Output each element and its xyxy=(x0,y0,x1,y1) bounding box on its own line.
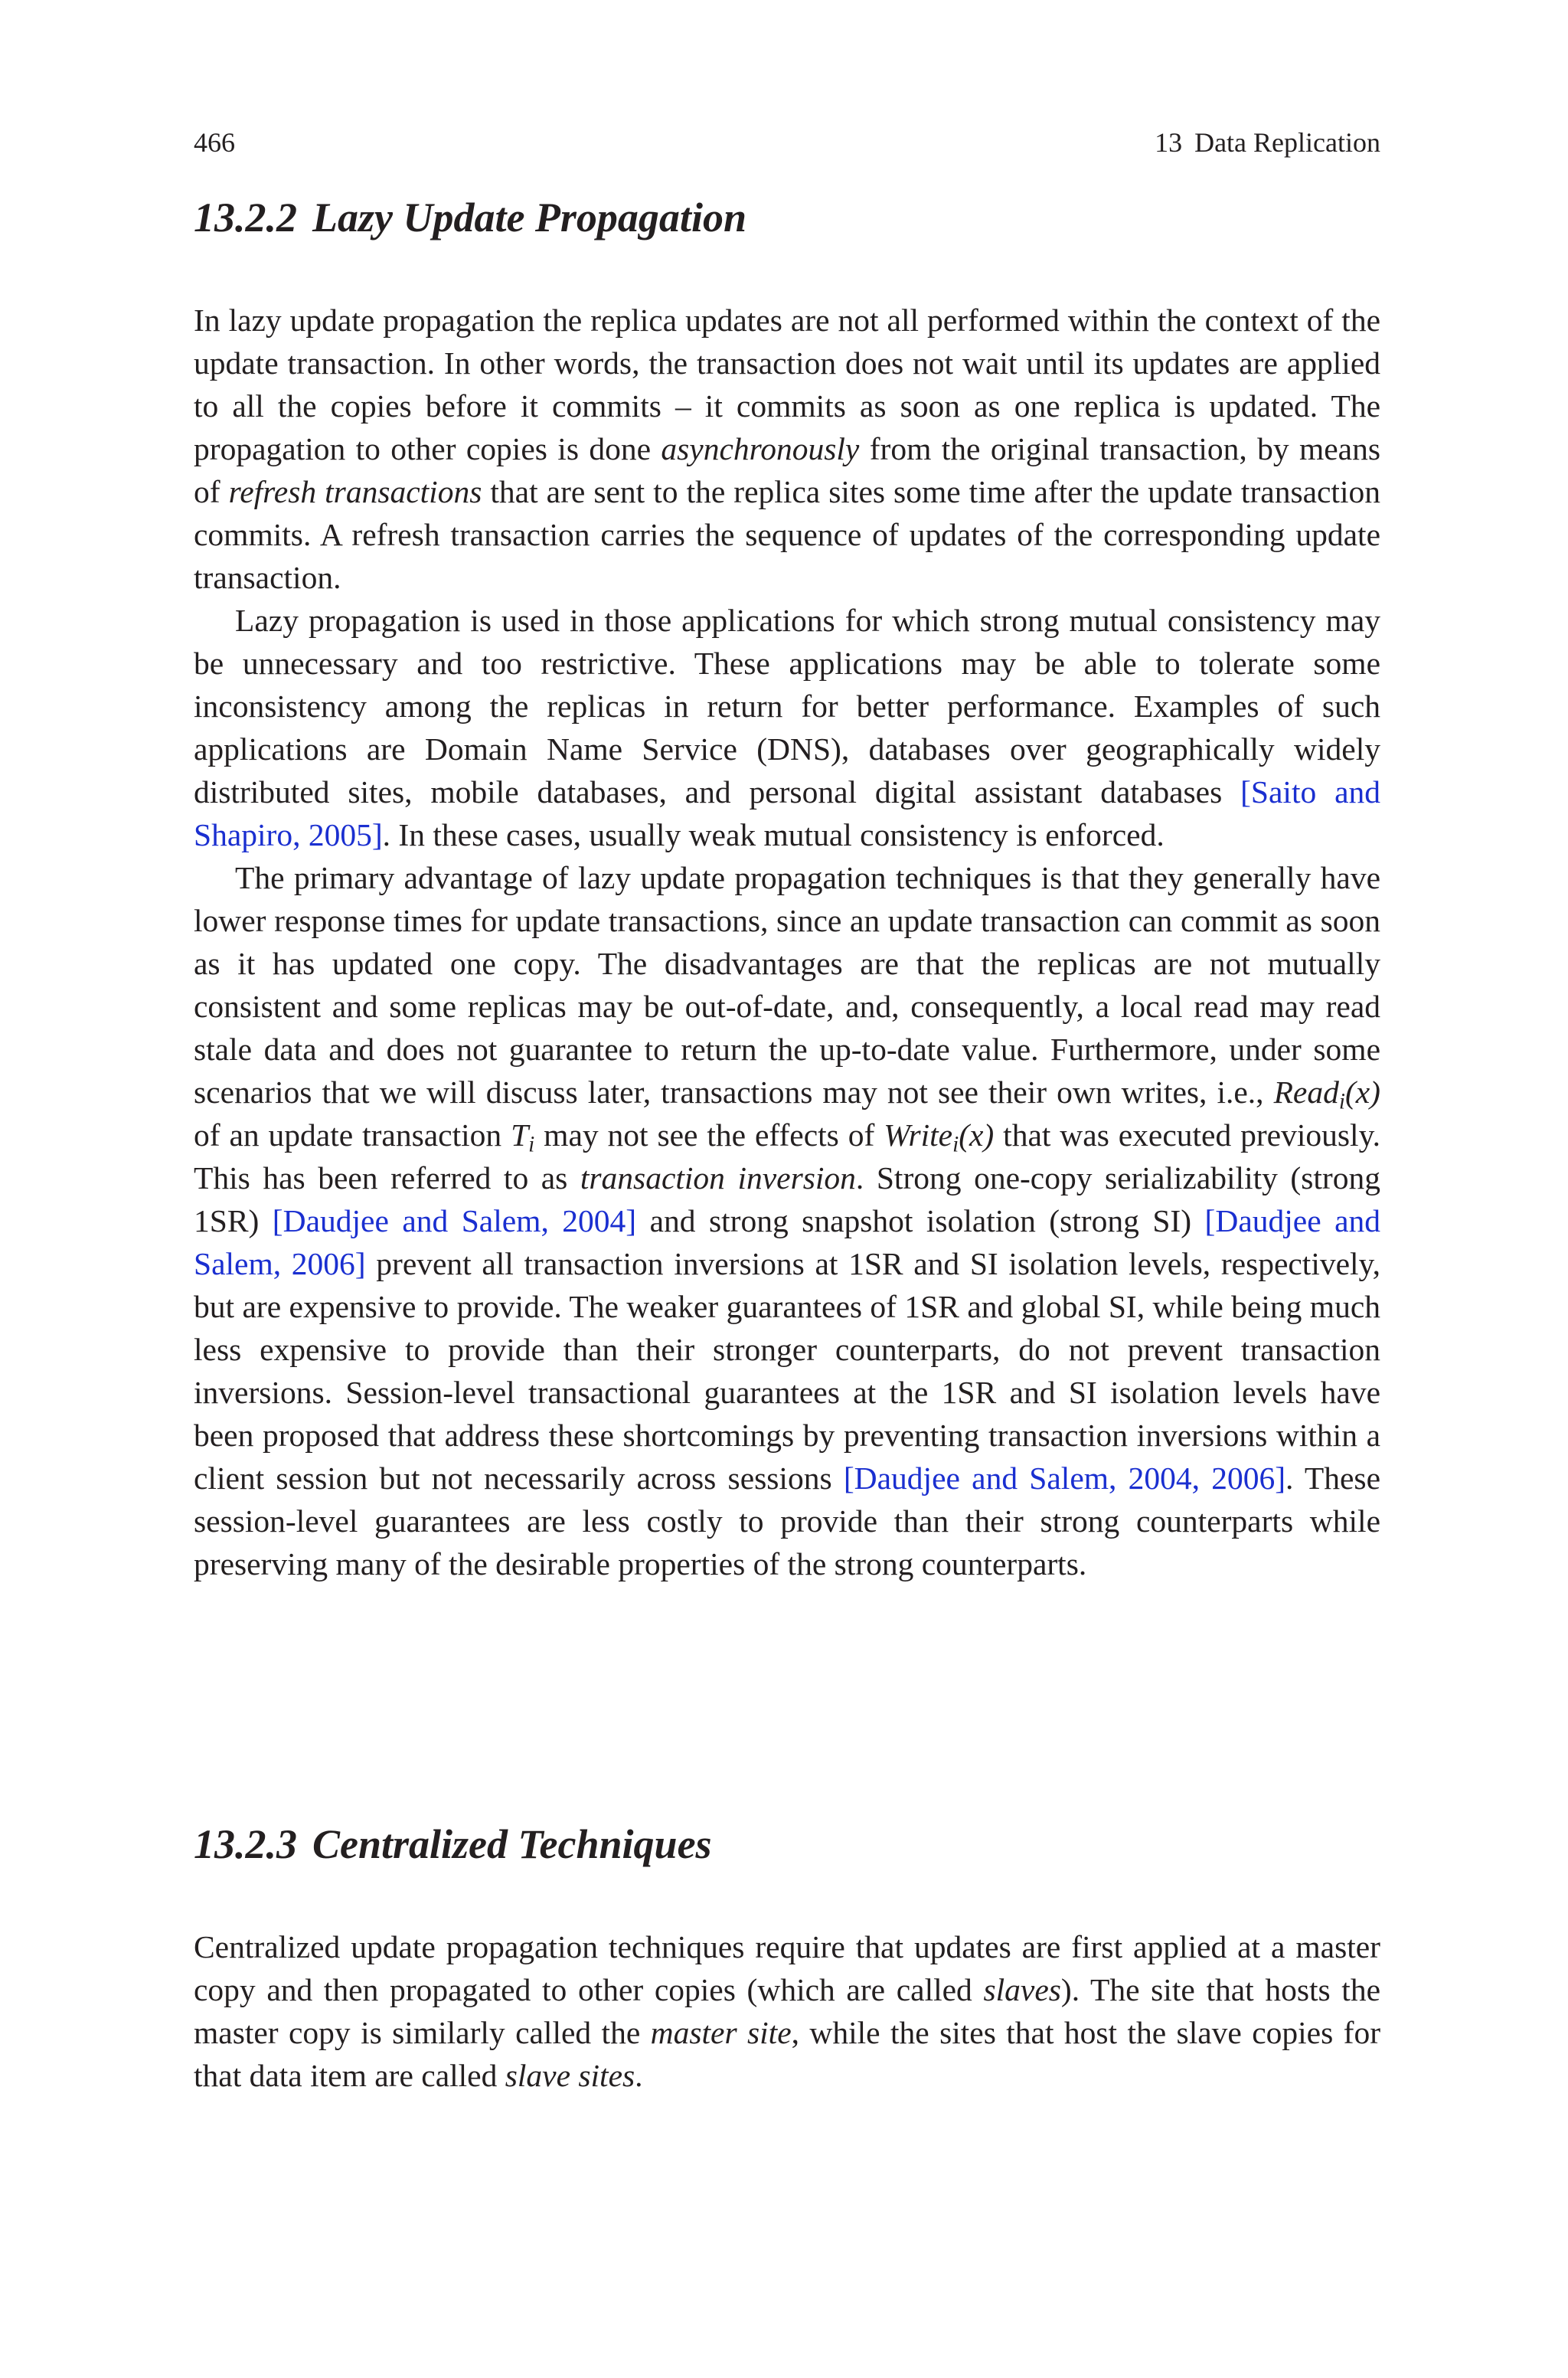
section-title: Lazy Update Propagation xyxy=(312,195,746,240)
emphasis: asynchronously xyxy=(661,431,860,466)
math-subscript: i xyxy=(528,1132,535,1157)
text: Lazy propagation is used in those applications for which strong mutual consistency may be unnecessary and too restrictive. These applications may be able to tolerate some inconsistency among the replicas in return for better performance. Examples of such applications are Domain Name Service (DNS), databases over geographically widely distributed sites, mobile databases, and personal digital assistant databases xyxy=(194,603,1380,810)
chapter-title: Data Replication xyxy=(1194,127,1380,158)
chapter-number: 13 xyxy=(1155,127,1183,158)
citation-link[interactable]: [Daudjee and Salem, 2004, 2006] xyxy=(843,1460,1286,1496)
math-read xyxy=(1273,1075,1380,1114)
emphasis: slaves xyxy=(983,1972,1061,2007)
text: In lazy update propagation the replica updates are not all performed within the context of the update transaction. In other words, the transaction does not wait until its updates are applied to all the copies before it commits – it commits as soon as one replica is updated. The propagation to other copies is done xyxy=(194,303,1380,466)
math-symbol: Read xyxy=(1273,1075,1339,1110)
text: . In these cases, usually weak mutual consistency is enforced. xyxy=(382,817,1165,852)
text: and strong snapshot isolation (strong SI) xyxy=(636,1203,1205,1238)
emphasis: slave sites xyxy=(505,2058,635,2093)
section-number: 13.2.2 xyxy=(194,195,297,240)
page-number: 466 xyxy=(194,127,235,158)
citation-link[interactable]: [Saito and Shapiro, 2005] xyxy=(194,774,1380,852)
chapter-running-title xyxy=(1155,124,1380,161)
text: , while the sites that host the slave copies for that data item are called xyxy=(194,2015,1381,2093)
text: may not see the effects of xyxy=(534,1117,884,1153)
section-body-lazy-update-propagation xyxy=(194,299,1380,1585)
text: ). The site that hosts the master copy is similarly called the xyxy=(194,1972,1381,2050)
section-body-centralized-techniques xyxy=(194,1925,1380,2097)
citation-link[interactable]: [Daudjee and Salem, 2004] xyxy=(272,1203,637,1238)
emphasis: master site xyxy=(650,2015,792,2050)
section-number: 13.2.3 xyxy=(194,1821,297,1867)
paragraph xyxy=(194,1925,1380,2097)
math-subscript: i xyxy=(1338,1089,1345,1114)
section-heading-centralized-techniques xyxy=(194,1820,712,1869)
citation-link[interactable]: [Daudjee and Salem, 2006] xyxy=(194,1203,1380,1281)
paragraph xyxy=(194,856,1380,1585)
paragraph xyxy=(194,599,1380,856)
section-title: Centralized Techniques xyxy=(312,1821,712,1867)
math-argument: (x) xyxy=(959,1117,995,1153)
math-argument: (x) xyxy=(1344,1075,1380,1110)
emphasis: refresh transactions xyxy=(228,474,482,509)
text: Centralized update propagation techniques require that updates are first applied at a master copy and then propagated to other copies (which are called xyxy=(194,1929,1380,2007)
text: that are sent to the replica sites some time after the update transaction commits. A refresh transaction carries the sequence of updates of the corresponding update transaction. xyxy=(194,474,1380,595)
text: . These session-level guarantees are less costly to provide than their strong counterparts while preserving many of the desirable properties of the strong counterparts. xyxy=(194,1460,1380,1582)
math-write xyxy=(884,1117,995,1157)
math-symbol: T xyxy=(511,1117,529,1153)
text: . xyxy=(635,2058,643,2093)
text: from the original transaction, by means of xyxy=(194,431,1380,509)
text: . Strong one-copy serializability (strong 1SR) xyxy=(194,1160,1380,1238)
text: prevent all transaction inversions at 1SR and SI isolation levels, respectively, but are expensive to provide. The weaker guarantees of 1SR and global SI, while being much less expensive to provide than their stronger counterparts, do not prevent transaction inversions. Session-level transactional guarantees at the 1SR and SI isolation levels have been proposed that address these shortcomings by preventing transaction inversions within a client session but not necessarily across sessions xyxy=(194,1246,1380,1496)
paragraph xyxy=(194,299,1380,599)
emphasis: transaction inversion xyxy=(580,1160,856,1196)
math-subscript: i xyxy=(952,1132,959,1157)
text: of an update transaction xyxy=(194,1117,511,1153)
math-symbol: Write xyxy=(884,1117,953,1153)
text: that was executed previously. This has been referred to as xyxy=(194,1117,1380,1196)
math-transaction xyxy=(511,1117,535,1157)
text: The primary advantage of lazy update propagation techniques is that they generally have lower response times for update transactions, since an update transaction can commit as soon as it has updated one copy. The disadvantages are that the replicas are not mutually consistent and some replicas may be out-of-date, and, consequently, a local read may read stale data and does not guarantee to return the up-to-date value. Furthermore, under some scenarios that we will discuss later, transactions may not see their own writes, i.e., xyxy=(194,860,1380,1110)
section-heading-lazy-update-propagation xyxy=(194,193,746,242)
